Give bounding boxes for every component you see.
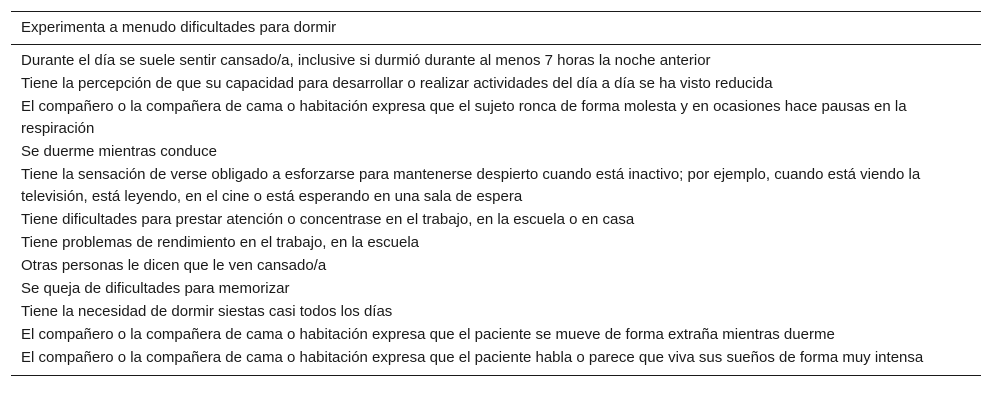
table-cell: Otras personas le dicen que le ven cansado/a	[21, 257, 327, 274]
table-cell: Se duerme mientras conduce	[21, 143, 217, 160]
table-cell: Durante el día se suele sentir cansado/a, inclusive si durmió durante al menos 7 horas la noche anterior	[21, 52, 711, 69]
table-cell: El compañero o la compañera de cama o habitación expresa que el paciente habla o parece que viva sus sueños de forma muy intensa	[11, 346, 981, 376]
table-header	[11, 12, 981, 45]
header-row	[11, 12, 981, 45]
table-row	[11, 95, 981, 140]
table-cell: El compañero o la compañera de cama o habitación expresa que el paciente se mueve de forma extraña mientras duerme	[21, 326, 835, 343]
table-row	[11, 163, 981, 208]
table-cell: Se queja de dificultades para memorizar	[21, 280, 290, 297]
table-cell: El compañero o la compañera de cama o habitación expresa que el sujeto ronca de forma molesta y en ocasiones hace pausas en la respiración	[21, 98, 907, 137]
table-cell: Tiene la percepción de que su capacidad para desarrollar o realizar actividades del día a día se ha visto reducida	[21, 75, 773, 92]
table-row	[11, 140, 981, 163]
symptom-table-container	[11, 11, 981, 376]
table-row	[11, 208, 981, 231]
table-row	[11, 300, 981, 323]
table-cell: Tiene la necesidad de dormir siestas casi todos los días	[21, 303, 393, 320]
table-cell: Tiene la sensación de verse obligado a esforzarse para mantenerse despierto cuando está inactivo; por ejemplo, cuando está viendo la televisión, está leyendo, en el cine o está esperando en una sala de espera	[21, 166, 921, 205]
table-row	[11, 277, 981, 300]
table-cell: Tiene problemas de rendimiento en el trabajo, en la escuela	[21, 234, 420, 251]
table-row	[11, 45, 981, 73]
table-body	[11, 45, 981, 376]
table-row	[11, 72, 981, 95]
table-row	[11, 346, 981, 376]
table-row	[11, 231, 981, 254]
table-row	[11, 254, 981, 277]
table-row	[11, 323, 981, 346]
header-cell: Experimenta a menudo dificultades para dormir	[11, 12, 981, 45]
symptom-table	[11, 11, 981, 376]
table-cell: Tiene dificultades para prestar atención o concentrase en el trabajo, en la escuela o en casa	[21, 211, 635, 228]
